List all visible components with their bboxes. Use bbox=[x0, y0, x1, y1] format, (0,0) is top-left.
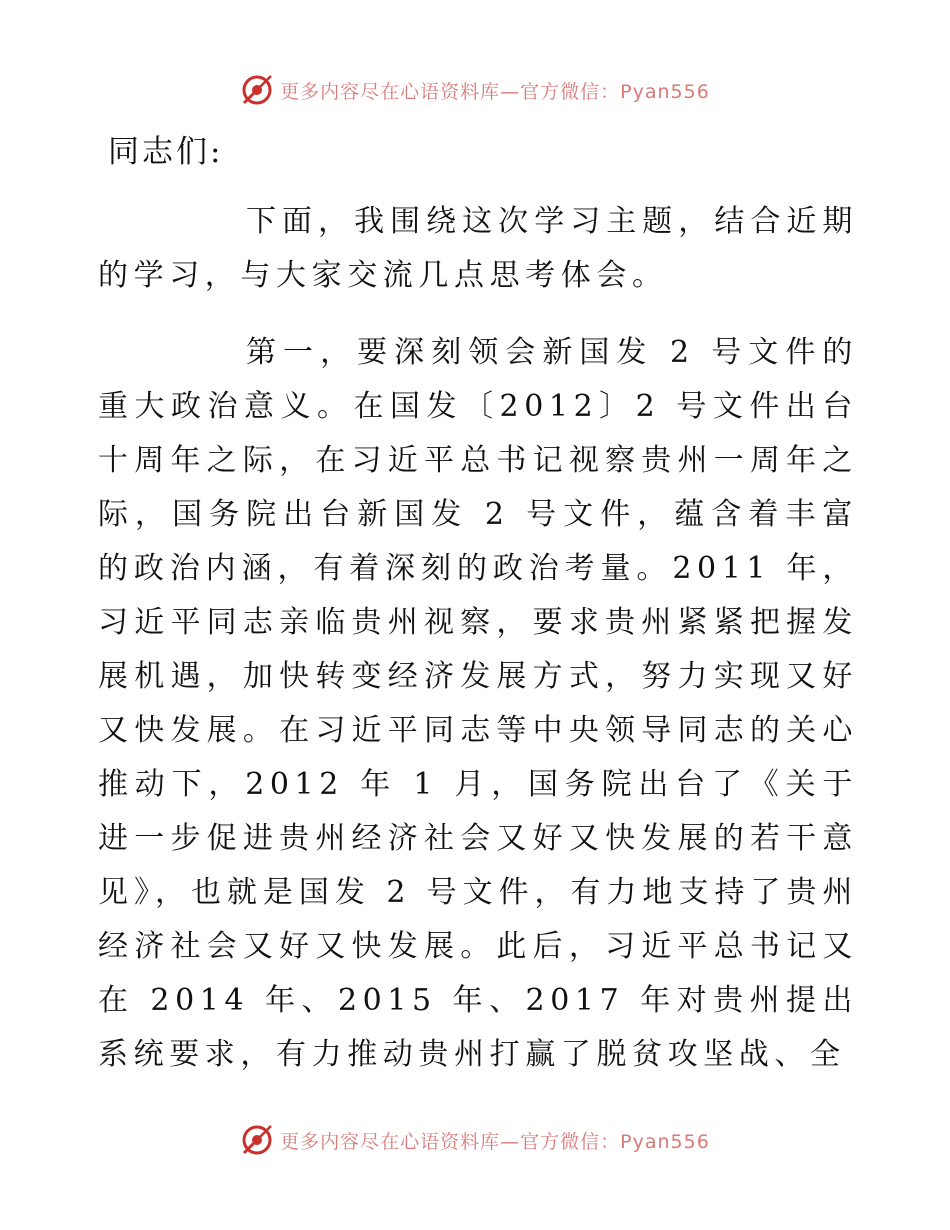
salutation: 同志们: bbox=[108, 134, 224, 170]
watermark-text: 更多内容尽在心语资料库—官方微信：Pyan556 bbox=[280, 80, 710, 103]
watermark-text: 更多内容尽在心语资料库—官方微信：Pyan556 bbox=[280, 1130, 710, 1153]
footer-watermark bbox=[0, 1120, 950, 1160]
paragraph-first-point: 第一，要深刻领会新国发 2 号文件的重大政治意义。在国发〔2012〕2 号文件出台十周年之际，在习近平总书记视察贵州一周年之际，国务院出台新国发 2 号文件，蕴含着丰富的政治内涵，有着深刻的政治考量。2011 年，习近平同志亲临贵州视察，要求贵州紧紧把握发展机遇，加快转变经济发展方式，努力实现又好又快发展。在习近平同志等中央领导同志的关心推动下，2012 年 1 月，国务院出台了《关于进一步促进贵州经济社会又好又快发展的若干意见》，也就是国发 2 号文件，有力地支持了贵州经济社会又好又快发展。此后，习近平总书记又在 2014 年、2015 年、2017 年对贵州提出系统要求，有力推动贵州打赢了脱贫攻坚战、全 bbox=[98, 335, 858, 1072]
pen-logo-icon bbox=[240, 1123, 274, 1157]
paragraph-intro: 下面，我围绕这次学习主题，结合近期的学习，与大家交流几点思考体会。 bbox=[98, 204, 858, 293]
header-watermark bbox=[0, 70, 950, 110]
pen-logo-icon bbox=[240, 73, 274, 107]
